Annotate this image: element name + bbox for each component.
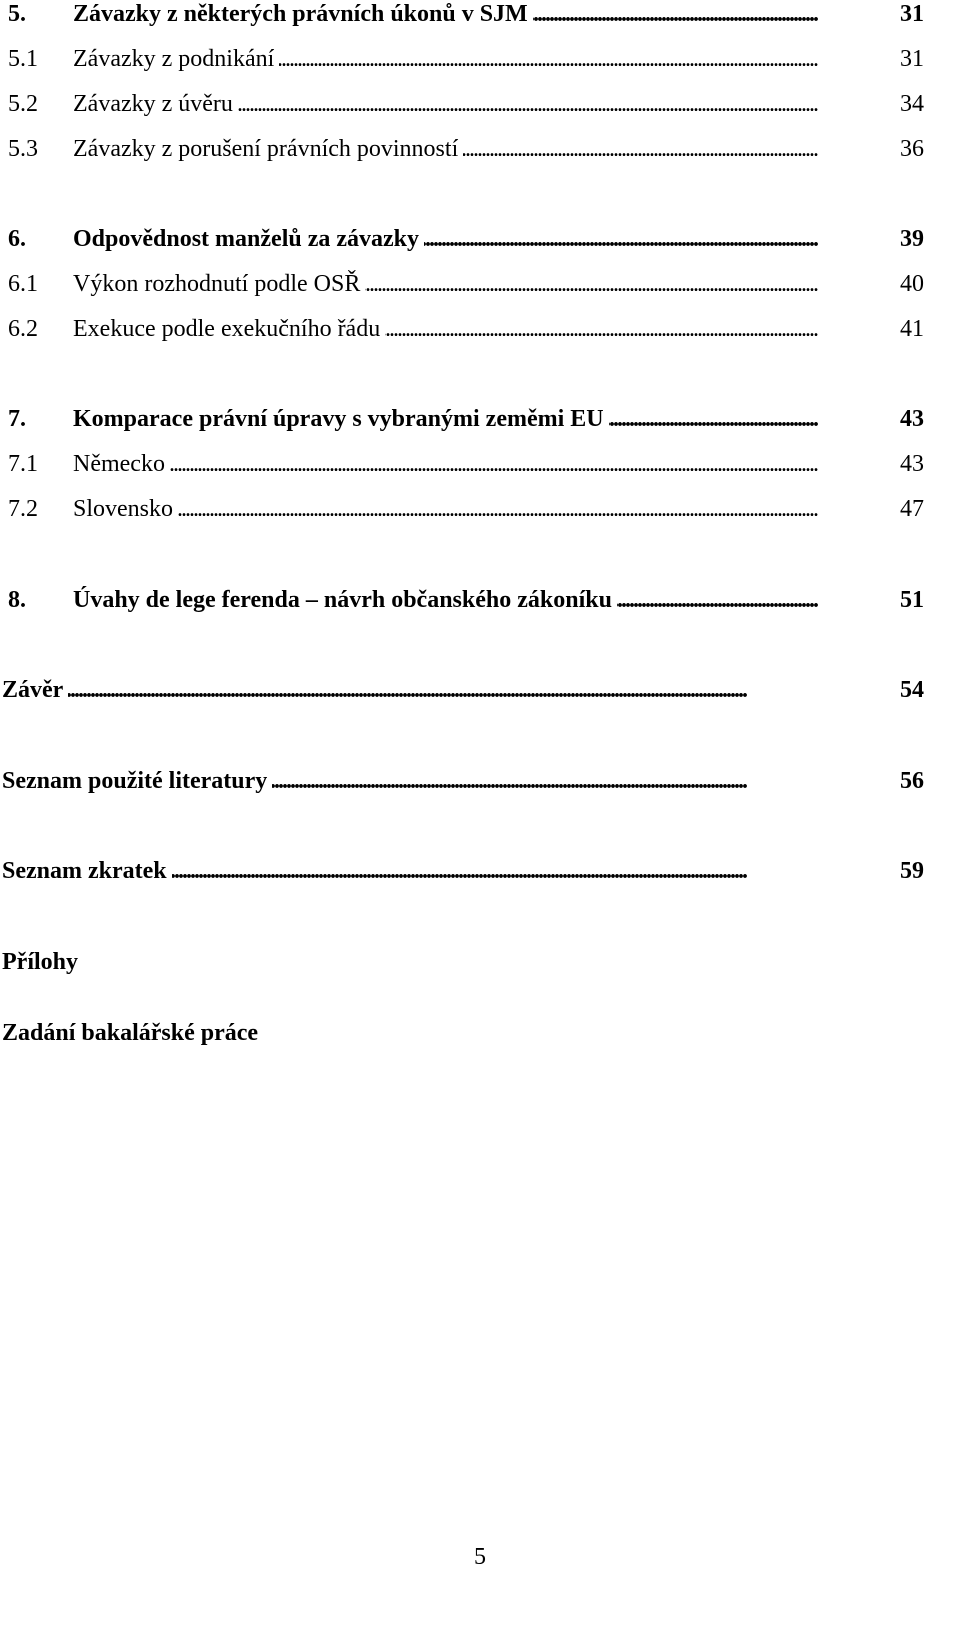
toc-entry-7-2: [0, 495, 960, 535]
toc-entry-7: [0, 405, 960, 445]
toc-entry-zkratky: [0, 857, 960, 897]
toc-entry-page: 59: [860, 857, 924, 885]
toc-entry-title: Výkon rozhodnutí podle OSŘ: [73, 271, 365, 297]
toc-entry-zaver: [0, 676, 960, 716]
toc-entry-5: [0, 0, 960, 40]
toc-entry-5-2: [0, 90, 960, 130]
toc-entry-page: 54: [860, 676, 924, 704]
toc-entry-number: 5.: [8, 1, 26, 27]
toc-entry-title: Komparace právní úpravy s vybranými zeměmi EU: [73, 406, 609, 432]
toc-entry-literatura: [0, 767, 960, 807]
toc-entry-7-1: [0, 450, 960, 490]
toc-entry-title: Závěr: [2, 677, 68, 703]
toc-entry-8: [0, 586, 960, 626]
toc-entry-title: Závazky z některých právních úkonů v SJM: [73, 1, 533, 27]
toc-entry-title: Přílohy: [2, 949, 83, 975]
toc-entry-6-1: [0, 270, 960, 310]
toc-entry-number: 6.1: [8, 271, 38, 297]
toc-entry-zadani: [0, 1019, 960, 1059]
toc-entry-page: 51: [860, 586, 924, 614]
page-number: 5: [474, 1544, 486, 1570]
toc-entry-title: Seznam zkratek: [2, 858, 172, 884]
toc-entry-page: 43: [860, 405, 924, 433]
toc-entry-page: 43: [860, 450, 924, 478]
toc-entry-number: 6.2: [8, 316, 38, 342]
toc-entry-number: 6.: [8, 226, 26, 252]
toc-entry-number: 7.: [8, 406, 26, 432]
toc-entry-page: 56: [860, 767, 924, 795]
toc-entry-prilohy: [0, 948, 960, 988]
toc-entry-title: Exekuce podle exekučního řádu: [73, 316, 385, 342]
toc-entry-page: 34: [860, 90, 924, 118]
toc-entry-page: 40: [860, 270, 924, 298]
toc-entry-number: 8.: [8, 587, 26, 613]
toc-entry-title: Závazky z porušení právních povinností: [73, 136, 463, 162]
toc-entry-6: [0, 225, 960, 265]
toc-entry-title: Úvahy de lege ferenda – návrh občanského zákoníku: [73, 587, 617, 613]
toc-entry-title: Závazky z úvěru: [73, 91, 238, 117]
toc-entry-page: 31: [860, 45, 924, 73]
toc-entry-page: 41: [860, 315, 924, 343]
toc-entry-title: Seznam použité literatury: [2, 768, 272, 794]
toc-entry-page: 39: [860, 225, 924, 253]
toc-entry-title: Německo: [73, 451, 170, 477]
toc-entry-number: 5.3: [8, 136, 38, 162]
toc-entry-page: 31: [860, 0, 924, 28]
toc-entry-number: 7.1: [8, 451, 38, 477]
toc-entry-number: 5.2: [8, 91, 38, 117]
toc-entry-number: 7.2: [8, 496, 38, 522]
toc-entry-5-3: [0, 135, 960, 175]
toc-entry-title: Zadání bakalářské práce: [2, 1020, 263, 1046]
toc-entry-page: 47: [860, 495, 924, 523]
toc-entry-6-2: [0, 315, 960, 355]
toc-entry-title: Závazky z podnikání: [73, 46, 279, 72]
toc-entry-title: Odpovědnost manželů za závazky: [73, 226, 424, 252]
toc-entry-number: 5.1: [8, 46, 38, 72]
toc-entry-5-1: [0, 45, 960, 85]
toc-entry-page: 36: [860, 135, 924, 163]
toc-entry-title: Slovensko: [73, 496, 178, 522]
